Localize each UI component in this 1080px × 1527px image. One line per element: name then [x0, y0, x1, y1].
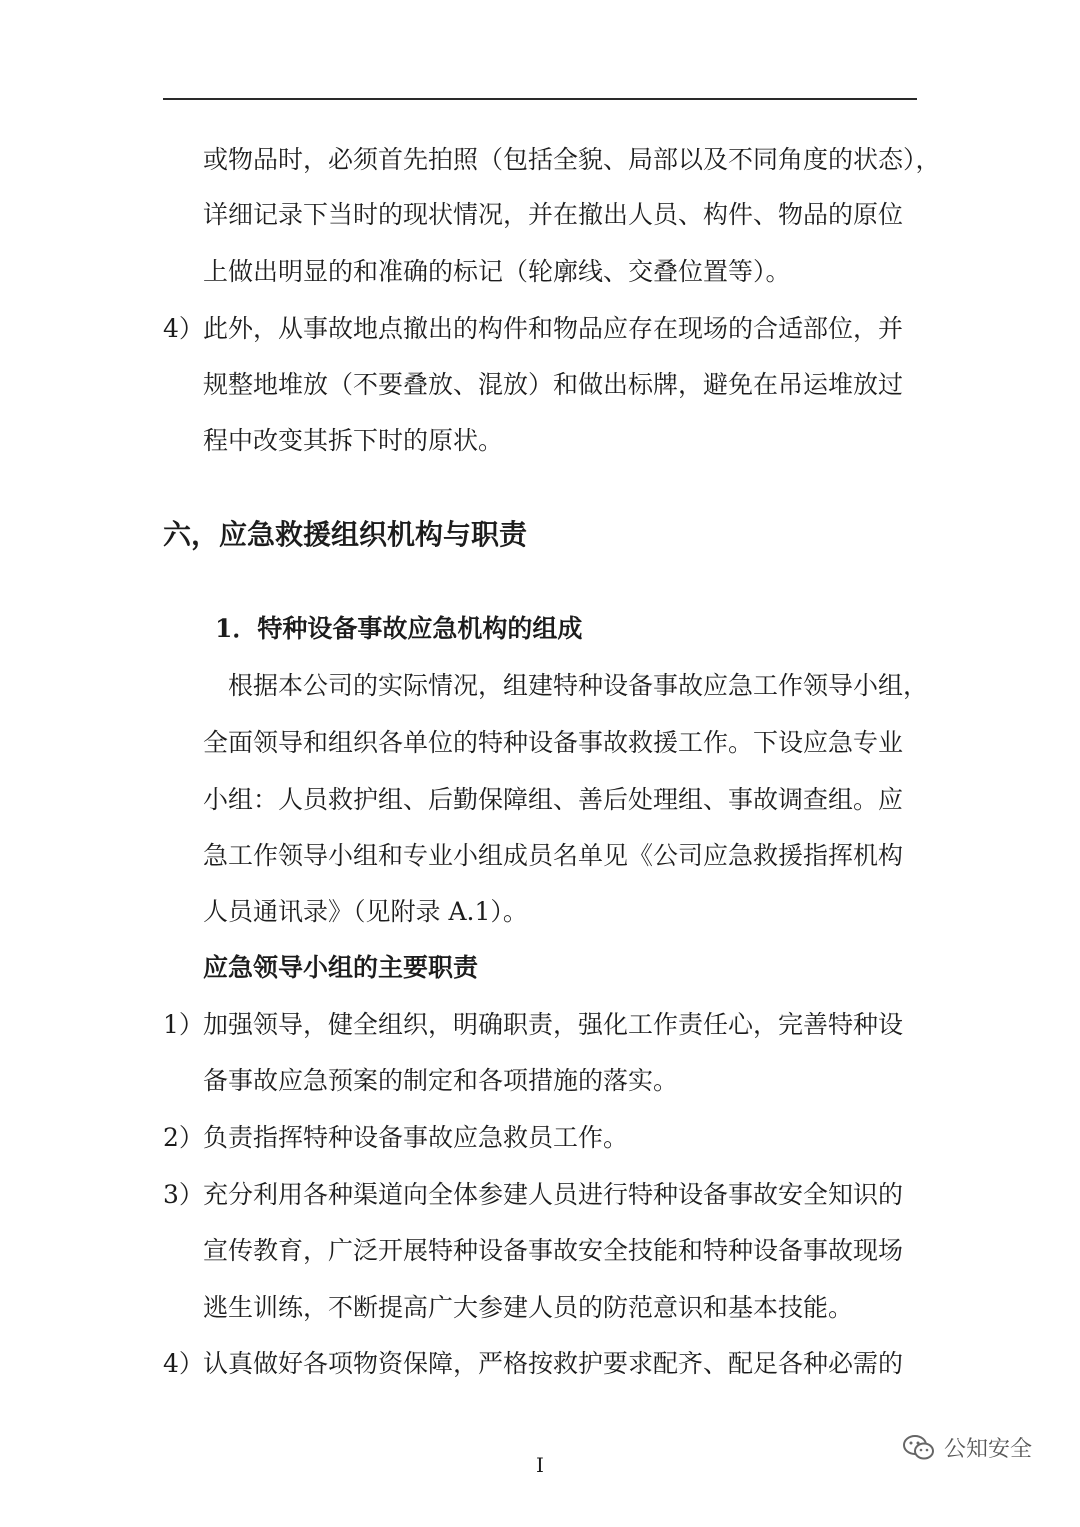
paragraph-line: 全面领导和组织各单位的特种设备事故救援工作。下设应急专业: [203, 728, 904, 757]
text-line: 此外，从事故地点撤出的构件和物品应存在现场的合适部位，并: [203, 314, 904, 343]
section-title: 六，应急救援组织机构与职责: [163, 518, 528, 551]
list-item-line: 备事故应急预案的制定和各项措施的落实。: [203, 1066, 679, 1095]
list-number: 4）: [163, 314, 204, 343]
list-number: 4）: [163, 1349, 204, 1378]
text-line: 详细记录下当时的现状情况，并在撤出人员、构件、物品的原位: [203, 200, 904, 229]
text-line: 或物品时，必须首先拍照（包括全貌、局部以及不同角度的状态），: [203, 145, 941, 174]
duties-heading: 应急领导小组的主要职责: [203, 953, 479, 982]
subsection-title: 1．特种设备事故应急机构的组成: [215, 614, 583, 643]
list-item-line: 认真做好各项物资保障，严格按救护要求配齐、配足各种必需的: [203, 1349, 904, 1378]
wechat-icon: [902, 1433, 936, 1463]
list-item-line: 加强领导，健全组织，明确职责，强化工作责任心，完善特种设: [203, 1010, 904, 1039]
list-number: 3）: [163, 1180, 204, 1209]
text-line: 上做出明显的和准确的标记（轮廓线、交叠位置等）。: [203, 257, 791, 286]
list-item-line: 充分利用各种渠道向全体参建人员进行特种设备事故安全知识的: [203, 1180, 904, 1209]
text-line: 规整地堆放（不要叠放、混放）和做出标牌，避免在吊运堆放过: [203, 370, 904, 399]
list-item-line: 逃生训练，不断提高广大参建人员的防范意识和基本技能。: [203, 1293, 854, 1322]
paragraph-line: 人员通讯录》（见附录 A.1）。: [203, 897, 528, 926]
page-number: I: [536, 1453, 544, 1477]
list-number: 2）: [163, 1123, 204, 1152]
paragraph-line: 根据本公司的实际情况，组建特种设备事故应急工作领导小组，: [228, 671, 929, 700]
list-number: 1）: [163, 1010, 204, 1039]
paragraph-line: 小组：人员救护组、后勤保障组、善后处理组、事故调查组。应: [203, 785, 904, 814]
watermark: [902, 1432, 1032, 1463]
list-item-line: 宣传教育，广泛开展特种设备事故安全技能和特种设备事故现场: [203, 1236, 904, 1265]
paragraph-line: 急工作领导小组和专业小组成员名单见《公司应急救援指挥机构: [203, 841, 904, 870]
watermark-text: 公知安全: [944, 1437, 1033, 1462]
text-line: 程中改变其拆下时的原状。: [203, 426, 504, 455]
list-item-line: 负责指挥特种设备事故应急救员工作。: [203, 1123, 629, 1152]
header-rule: [163, 98, 917, 100]
